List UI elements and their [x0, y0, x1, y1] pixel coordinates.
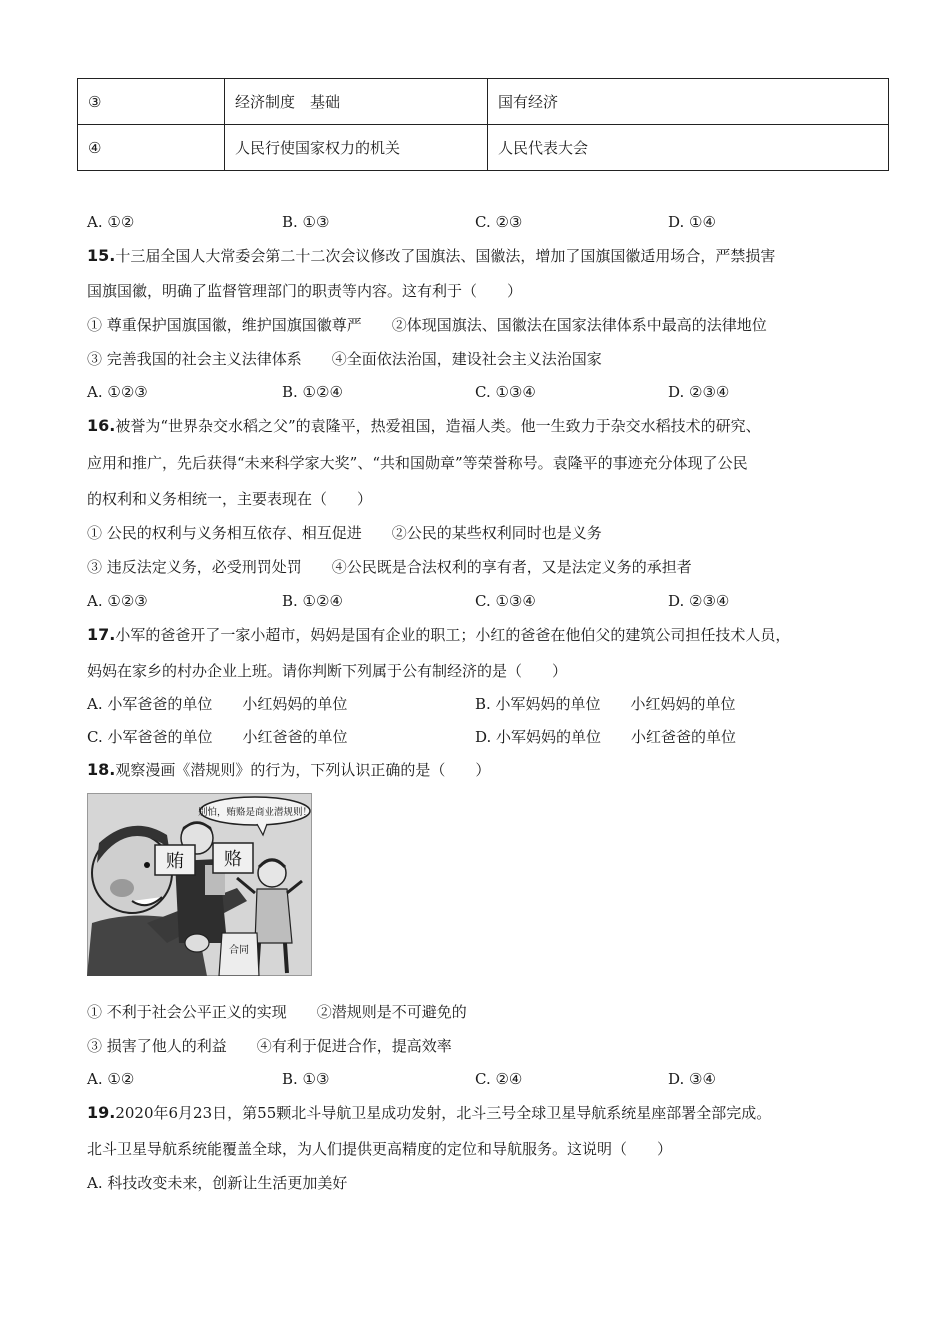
q16-stem-line1: 16.被誉为“世界杂交水稻之父”的袁隆平，热爱祖国，造福人类。他一生致力于杂交水稻技术的研究、 [87, 416, 761, 435]
q18-statement-1: ① 不利于社会公平正义的实现 ②潜规则是不可避免的 [87, 1003, 467, 1021]
q19-option-a: A. 科技改变未来，创新让生活更加美好 [87, 1174, 348, 1192]
q17-option-c: C. 小军爸爸的单位 小红爸爸的单位 [87, 728, 348, 746]
q14-option-a: A. ①② [87, 213, 135, 231]
q18-stem-line1: 18.观察漫画《潜规则》的行为，下列认识正确的是（ ） [87, 760, 491, 779]
q18-option-c: C. ②④ [475, 1070, 523, 1088]
q18-number: 18. [87, 760, 116, 779]
table-cell-item: 人民行使国家权力的机关 [225, 125, 488, 171]
table-cell-item: 经济制度 基础 [225, 79, 488, 125]
q17-stem-line1: 17.小军的爸爸开了一家小超市，妈妈是国有企业的职工；小红的爸爸在他伯父的建筑公司担任技术人员， [87, 625, 791, 644]
speech-bubble-text: 别怕，贿赂是商业潜规则！ [197, 807, 312, 818]
cartoon-image [87, 793, 312, 976]
bribe-sign-1-text: 贿 [166, 851, 184, 872]
q18-option-d: D. ③④ [668, 1070, 716, 1088]
q16-option-d: D. ②③④ [668, 592, 730, 610]
q15-option-b: B. ①②④ [282, 383, 343, 401]
q16-stem-line2: 应用和推广，先后获得“未来科学家大奖”、“共和国勋章”等荣誉称号。袁隆平的事迹充分体现了公民 [87, 454, 748, 472]
q16-option-c: C. ①③④ [475, 592, 536, 610]
q17-option-a: A. 小军爸爸的单位 小红妈妈的单位 [87, 695, 348, 713]
q15-option-a: A. ①②③ [87, 383, 148, 401]
q15-number: 15. [87, 246, 116, 265]
q15-stem-line2: 国旗国徽，明确了监督管理部门的职责等内容。这有利于（ ） [87, 282, 523, 300]
table-cell-value: 人民代表大会 [488, 125, 889, 171]
q18-option-b: B. ①③ [282, 1070, 330, 1088]
q18-statement-2: ③ 损害了他人的利益 ④有利于促进合作，提高效率 [87, 1037, 452, 1055]
q16-option-b: B. ①②④ [282, 592, 343, 610]
q15-stem-line1: 15.十三届全国人大常委会第二十二次会议修改了国旗法、国徽法，增加了国旗国徽适用场合，严禁损害 [87, 246, 776, 265]
q14-option-c: C. ②③ [475, 213, 523, 231]
table-row [78, 125, 889, 171]
answer-table [77, 78, 889, 171]
q16-option-a: A. ①②③ [87, 592, 148, 610]
bribe-sign-2-text: 赂 [224, 849, 242, 870]
q15-statement-1: ① 尊重保护国旗国徽，维护国旗国徽尊严 ②体现国旗法、国徽法在国家法律体系中最高的法律地位 [87, 316, 767, 334]
q14-option-d: D. ①④ [668, 213, 716, 231]
q15-option-d: D. ②③④ [668, 383, 730, 401]
table-cell-value: 国有经济 [488, 79, 889, 125]
q17-number: 17. [87, 625, 116, 644]
q17-stem-line2: 妈妈在家乡的村办企业上班。请你判断下列属于公有制经济的是（ ） [87, 662, 568, 680]
q16-number: 16. [87, 416, 116, 435]
table-row [78, 79, 889, 125]
table-cell-num: ④ [78, 125, 225, 171]
table-cell-num: ③ [78, 79, 225, 125]
q14-option-b: B. ①③ [282, 213, 330, 231]
q16-statement-2: ③ 违反法定义务，必受刑罚处罚 ④公民既是合法权利的享有者，又是法定义务的承担者 [87, 558, 692, 576]
q19-stem-line2: 北斗卫星导航系统能覆盖全球，为人们提供更高精度的定位和导航服务。这说明（ ） [87, 1140, 673, 1158]
q19-number: 19. [87, 1103, 116, 1122]
q19-stem-line1: 19.2020年6月23日，第55颗北斗导航卫星成功发射，北斗三号全球卫星导航系统星座部署全部完成。 [87, 1103, 772, 1122]
q16-statement-1: ① 公民的权利与义务相互依存、相互促进 ②公民的某些权利同时也是义务 [87, 524, 602, 542]
q16-stem-line3: 的权利和义务相统一，主要表现在（ ） [87, 490, 373, 508]
q17-option-d: D. 小军妈妈的单位 小红爸爸的单位 [475, 728, 737, 746]
q15-option-c: C. ①③④ [475, 383, 536, 401]
contract-bag-text: 合同 [229, 945, 249, 956]
q15-statement-2: ③ 完善我国的社会主义法律体系 ④全面依法治国，建设社会主义法治国家 [87, 350, 602, 368]
q17-option-b: B. 小军妈妈的单位 小红妈妈的单位 [475, 695, 736, 713]
q18-option-a: A. ①② [87, 1070, 135, 1088]
